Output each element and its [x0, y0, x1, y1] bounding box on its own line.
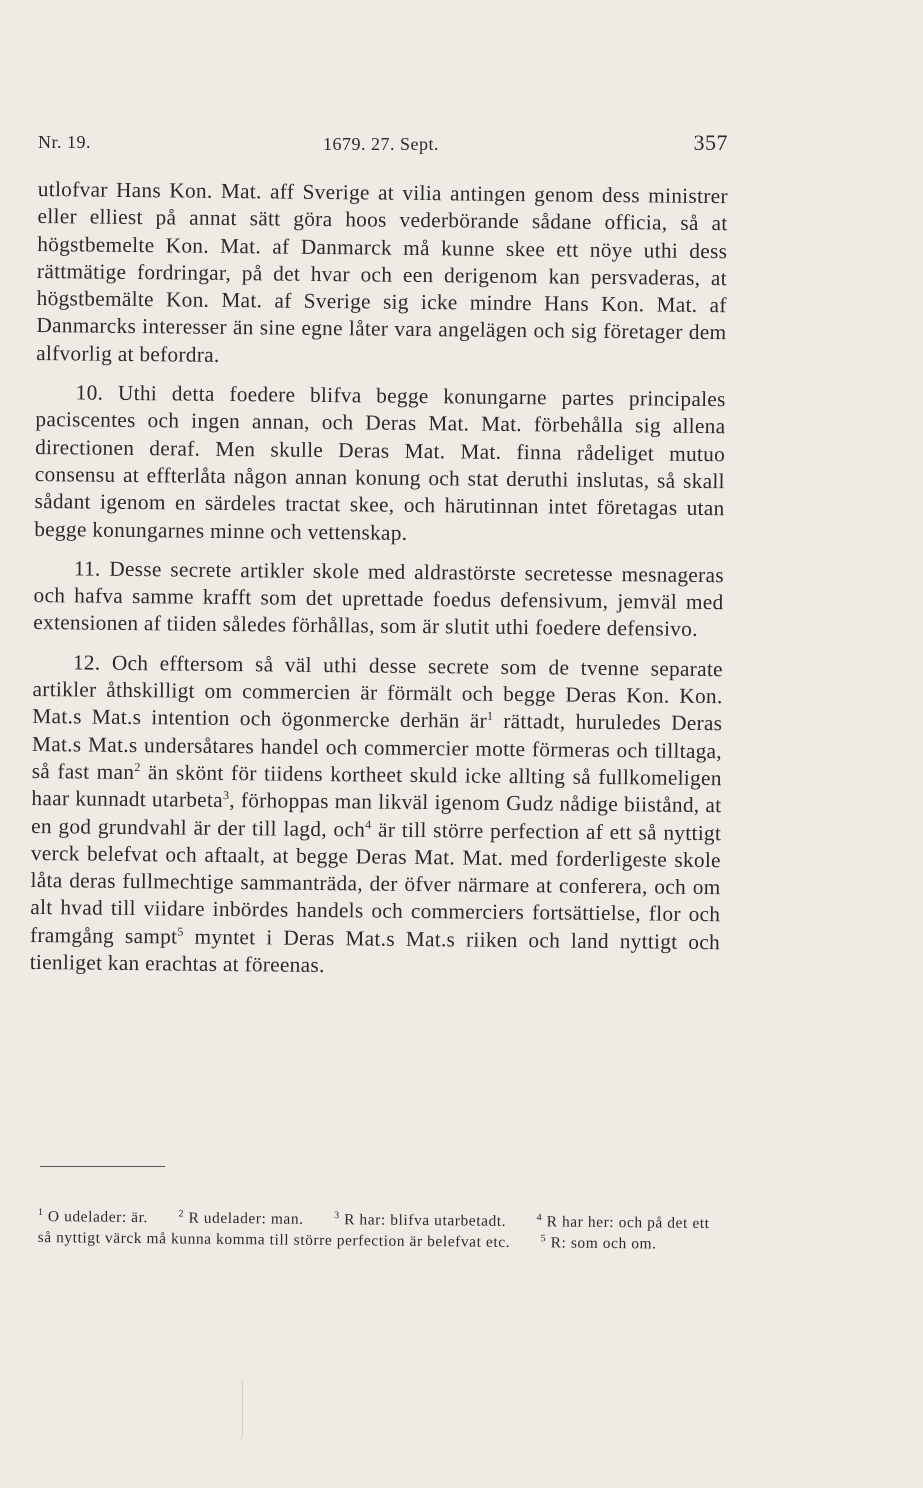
footnote-ref: 4	[365, 816, 372, 832]
paragraph-text: än skönt för tiidens kortheet skuld icke allting så fullkomeligen haar kunnadt utarbeta	[31, 760, 722, 813]
footnote-ref: 5	[177, 924, 184, 939]
page-header	[38, 130, 728, 160]
paragraph-text: är till större perfection af ett så nyttigt verck belefvat och aftaalt, at begge Deras Mat. Mat. med forderligeste skole låta deras fullmechtige sammanträda, der öfver närmare at conferera, och om alt hvad till viidare inbördes handels och commerciers fortsättielse, flor och framgång sampt	[29, 817, 722, 949]
paragraph-text: Uthi detta foedere blifva begge konungarne partes principales paciscentes och ingen annan, och Deras Mat. Mat. förbehålla sig allena directionen deraf. Men skulle Deras Mat. Mat. finna rådeliget mutuo consensu at effterlåta någon annan konung och stat deruthi inslutas, så skall sådant igenom en särdeles tractat skee, och härutinnan intet företagas utan begge konungarnes minne och vettenskap.	[34, 380, 726, 545]
paragraph	[30, 649, 723, 984]
paragraph-text: myntet i Deras Mat.s Mat.s riiken och land nyttigt och tienliget kan erachtas at föreenas.	[29, 924, 721, 978]
paragraph-text: , förhoppas man likväl igenom Gudz nådige biistånd, at en god grundvahl är der till lagd, och	[31, 788, 722, 841]
body-text	[29, 176, 727, 995]
footnote-divider	[40, 1166, 165, 1167]
footnote-text: R har: blifva utarbetadt.	[344, 1211, 507, 1230]
paragraph	[34, 379, 726, 550]
paper-edge-mark	[232, 1378, 243, 1440]
footnotes	[38, 1206, 714, 1255]
footnote	[334, 1211, 506, 1230]
footnote-text: O udelader: är.	[47, 1208, 149, 1227]
footnote	[178, 1209, 303, 1227]
footnote-mark: 1	[37, 1207, 44, 1219]
footnote-ref: 2	[134, 759, 141, 775]
footnote-text: R: som och om.	[550, 1234, 657, 1253]
paragraph-text: utlofvar Hans Kon. Mat. aff Sverige at vilia antingen genom dess ministrer eller elliest på annat sätt göra hoos vederbörande sådane officia, så at högstbemelte Kon. Mat. af Danmarck må kunne skee ett nöye uthi dess rättmätige fordringar, på det hvar och een derigenom kan persvaderas, at högstbemälte Kon. Mat. af Sverige sig icke mindre Hans Kon. Mat. af Danmarcks interesser än sine egne låter vara angelägen och sig företager dem alfvorlig at befordra.	[36, 176, 728, 367]
footnote-mark: 2	[178, 1208, 185, 1220]
paragraph-text: Och efftersom så väl uthi desse secrete som de tvenne separate artikler åthskilligt om commercien är förmält och begge Deras Kon. Kon. Mat.s Mat.s intention och ögonmercke derhän är	[32, 650, 724, 734]
page-number: 357	[693, 130, 728, 155]
document-date: 1679. 27. Sept.	[323, 134, 440, 154]
footnote	[38, 1208, 148, 1226]
footnote-mark: 5	[540, 1233, 547, 1245]
footnote-mark: 3	[334, 1210, 340, 1222]
paragraph-number: 11.	[73, 556, 101, 581]
paragraph	[36, 176, 728, 374]
paragraph-number: 10.	[75, 380, 104, 405]
footnote	[541, 1234, 657, 1252]
footnote-text: R har her: och på det ett så nyttigt värck må kunna komma till större perfection är belefvat etc.	[37, 1213, 710, 1251]
footnote-ref: 3	[222, 788, 230, 803]
paragraph	[33, 555, 724, 644]
paragraph-text: rättadt, huruledes Deras Mat.s Mat.s undersåtares handel och commercier motte förmeras och tilltaga, så fast man	[31, 709, 723, 784]
paragraph-text: Desse secrete artikler skole med aldrastörste secretesse mesnageras och hafva samme krafft som det uprettade foedus defensivum, jemväl med extensionen af tiiden således förhållas, som är slutit uthi foedere defensivo.	[33, 556, 725, 642]
footnote-mark: 4	[536, 1212, 543, 1224]
document-number: Nr. 19.	[38, 132, 91, 152]
footnote-text: R udelader: man.	[188, 1209, 304, 1228]
footnote-ref: 1	[486, 709, 494, 724]
paragraph-number: 12.	[72, 650, 101, 675]
